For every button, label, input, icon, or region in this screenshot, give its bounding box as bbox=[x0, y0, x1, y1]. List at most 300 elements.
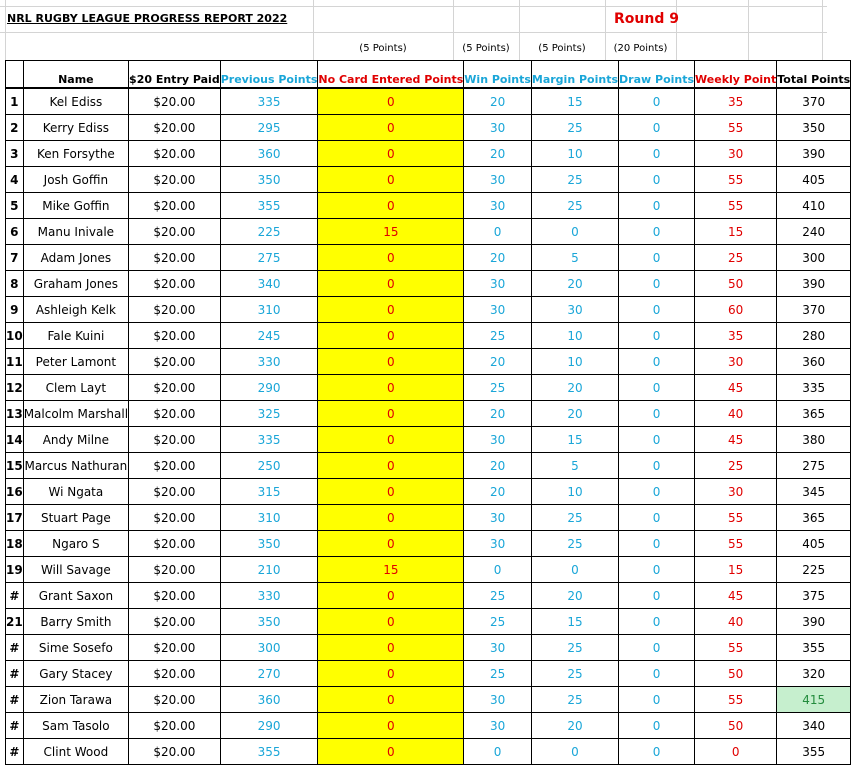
no-card-cell[interactable]: 0 bbox=[318, 271, 464, 297]
draw-points-cell[interactable]: 0 bbox=[619, 323, 695, 349]
player-name-cell[interactable]: Clem Layt bbox=[23, 375, 128, 401]
draw-points-cell[interactable]: 0 bbox=[619, 245, 695, 271]
total-points-cell[interactable]: 405 bbox=[777, 167, 851, 193]
weekly-point-cell[interactable]: 50 bbox=[695, 661, 777, 687]
row-number[interactable]: # bbox=[6, 687, 24, 713]
draw-points-cell[interactable]: 0 bbox=[619, 167, 695, 193]
weekly-point-cell[interactable]: 25 bbox=[695, 453, 777, 479]
entry-paid-cell[interactable]: $20.00 bbox=[129, 219, 221, 245]
previous-points-cell[interactable]: 330 bbox=[220, 349, 318, 375]
table-row bbox=[6, 505, 851, 531]
row-number[interactable]: # bbox=[6, 739, 24, 765]
total-points-cell[interactable]: 380 bbox=[777, 427, 851, 453]
total-points-cell[interactable]: 355 bbox=[777, 635, 851, 661]
margin-points-cell[interactable]: 15 bbox=[531, 609, 618, 635]
table-row bbox=[6, 88, 851, 115]
draw-points-cell[interactable]: 0 bbox=[619, 609, 695, 635]
draw-points-cell[interactable]: 0 bbox=[619, 349, 695, 375]
entry-paid-cell[interactable]: $20.00 bbox=[129, 401, 221, 427]
total-points-cell[interactable]: 335 bbox=[777, 375, 851, 401]
weekly-point-cell[interactable]: 55 bbox=[695, 635, 777, 661]
no-card-cell[interactable]: 0 bbox=[318, 635, 464, 661]
total-points-cell[interactable]: 350 bbox=[777, 115, 851, 141]
margin-points-cell[interactable]: 25 bbox=[531, 661, 618, 687]
win-points-cell[interactable]: 30 bbox=[464, 427, 532, 453]
margin-points-cell[interactable]: 25 bbox=[531, 531, 618, 557]
win-points-cell[interactable]: 20 bbox=[464, 141, 532, 167]
no-card-cell[interactable]: 0 bbox=[318, 88, 464, 115]
entry-paid-cell[interactable]: $20.00 bbox=[129, 88, 221, 115]
weekly-point-cell[interactable]: 55 bbox=[695, 687, 777, 713]
previous-points-cell[interactable]: 315 bbox=[220, 479, 318, 505]
weekly-point-cell[interactable]: 45 bbox=[695, 583, 777, 609]
total-points-cell[interactable]: 365 bbox=[777, 401, 851, 427]
weekly-point-cell[interactable]: 55 bbox=[695, 505, 777, 531]
margin-points-cell[interactable]: 10 bbox=[531, 479, 618, 505]
draw-points-header: Draw Points bbox=[619, 61, 695, 89]
win-points-cell[interactable]: 20 bbox=[464, 245, 532, 271]
no-card-points-note: (5 Points) bbox=[359, 43, 407, 54]
previous-points-cell[interactable]: 210 bbox=[220, 557, 318, 583]
entry-paid-cell[interactable]: $20.00 bbox=[129, 531, 221, 557]
no-card-cell[interactable]: 0 bbox=[318, 297, 464, 323]
previous-points-cell[interactable]: 290 bbox=[220, 375, 318, 401]
no-card-cell[interactable]: 15 bbox=[318, 219, 464, 245]
player-name-cell[interactable]: Andy Milne bbox=[23, 427, 128, 453]
gridline bbox=[0, 32, 827, 33]
margin-points-cell[interactable]: 10 bbox=[531, 349, 618, 375]
weekly-point-cell[interactable]: 60 bbox=[695, 297, 777, 323]
draw-points-cell[interactable]: 0 bbox=[619, 141, 695, 167]
no-card-cell[interactable]: 0 bbox=[318, 401, 464, 427]
total-points-cell[interactable]: 370 bbox=[777, 297, 851, 323]
draw-points-cell[interactable]: 0 bbox=[619, 557, 695, 583]
row-number[interactable]: 11 bbox=[6, 349, 24, 375]
previous-points-cell[interactable]: 250 bbox=[220, 453, 318, 479]
row-number[interactable]: 9 bbox=[6, 297, 24, 323]
win-points-cell[interactable]: 30 bbox=[464, 531, 532, 557]
progress-table bbox=[5, 60, 851, 765]
player-name-cell[interactable]: Ngaro S bbox=[23, 531, 128, 557]
margin-points-cell[interactable]: 5 bbox=[531, 453, 618, 479]
previous-points-cell[interactable]: 300 bbox=[220, 635, 318, 661]
total-points-cell[interactable]: 320 bbox=[777, 661, 851, 687]
table-row bbox=[6, 687, 851, 713]
row-number[interactable]: 10 bbox=[6, 323, 24, 349]
total-points-cell[interactable]: 390 bbox=[777, 141, 851, 167]
previous-points-cell[interactable]: 270 bbox=[220, 661, 318, 687]
entry-paid-cell[interactable]: $20.00 bbox=[129, 479, 221, 505]
weekly-point-cell[interactable]: 40 bbox=[695, 401, 777, 427]
previous-points-cell[interactable]: 355 bbox=[220, 739, 318, 765]
player-name-cell[interactable]: Kerry Ediss bbox=[23, 115, 128, 141]
no-card-cell[interactable]: 0 bbox=[318, 245, 464, 271]
weekly-point-cell[interactable]: 55 bbox=[695, 167, 777, 193]
row-number[interactable]: 15 bbox=[6, 453, 24, 479]
row-number[interactable]: 16 bbox=[6, 479, 24, 505]
previous-points-cell[interactable]: 310 bbox=[220, 297, 318, 323]
row-number[interactable]: # bbox=[6, 635, 24, 661]
player-name-cell[interactable]: Stuart Page bbox=[23, 505, 128, 531]
win-points-cell[interactable]: 30 bbox=[464, 713, 532, 739]
margin-points-cell[interactable]: 25 bbox=[531, 635, 618, 661]
margin-points-cell[interactable]: 30 bbox=[531, 297, 618, 323]
margin-points-cell[interactable]: 0 bbox=[531, 557, 618, 583]
no-card-cell[interactable]: 0 bbox=[318, 193, 464, 219]
entry-paid-cell[interactable]: $20.00 bbox=[129, 583, 221, 609]
entry-paid-cell[interactable]: $20.00 bbox=[129, 193, 221, 219]
player-name-cell[interactable]: Adam Jones bbox=[23, 245, 128, 271]
table-row bbox=[6, 271, 851, 297]
total-points-cell[interactable]: 280 bbox=[777, 323, 851, 349]
win-points-cell[interactable]: 30 bbox=[464, 167, 532, 193]
win-points-cell[interactable]: 30 bbox=[464, 687, 532, 713]
margin-points-cell[interactable]: 25 bbox=[531, 115, 618, 141]
draw-points-cell[interactable]: 0 bbox=[619, 583, 695, 609]
previous-points-cell[interactable]: 325 bbox=[220, 401, 318, 427]
margin-points-cell[interactable]: 20 bbox=[531, 713, 618, 739]
weekly-point-cell[interactable]: 40 bbox=[695, 609, 777, 635]
player-name-cell[interactable]: Manu Inivale bbox=[23, 219, 128, 245]
win-points-cell[interactable]: 20 bbox=[464, 88, 532, 115]
entry-paid-cell[interactable]: $20.00 bbox=[129, 635, 221, 661]
no-card-cell[interactable]: 0 bbox=[318, 531, 464, 557]
entry-paid-cell[interactable]: $20.00 bbox=[129, 609, 221, 635]
player-name-cell[interactable]: Ken Forsythe bbox=[23, 141, 128, 167]
table-row bbox=[6, 297, 851, 323]
weekly-point-cell[interactable]: 55 bbox=[695, 531, 777, 557]
weekly-point-cell[interactable]: 35 bbox=[695, 323, 777, 349]
no-card-header: No Card Entered Points bbox=[318, 61, 464, 89]
entry-paid-cell[interactable]: $20.00 bbox=[129, 687, 221, 713]
weekly-point-cell[interactable]: 25 bbox=[695, 245, 777, 271]
previous-points-cell[interactable]: 290 bbox=[220, 713, 318, 739]
win-points-cell[interactable]: 30 bbox=[464, 271, 532, 297]
player-name-cell[interactable]: Josh Goffin bbox=[23, 167, 128, 193]
win-points-cell[interactable]: 30 bbox=[464, 635, 532, 661]
no-card-cell[interactable]: 0 bbox=[318, 453, 464, 479]
player-name-cell[interactable]: Zion Tarawa bbox=[23, 687, 128, 713]
entry-paid-cell[interactable]: $20.00 bbox=[129, 349, 221, 375]
row-number[interactable]: 8 bbox=[6, 271, 24, 297]
entry-paid-cell[interactable]: $20.00 bbox=[129, 167, 221, 193]
weekly-point-cell[interactable]: 0 bbox=[695, 739, 777, 765]
win-points-cell[interactable]: 25 bbox=[464, 609, 532, 635]
draw-points-cell[interactable]: 0 bbox=[619, 427, 695, 453]
no-card-cell[interactable]: 0 bbox=[318, 115, 464, 141]
margin-points-cell[interactable]: 0 bbox=[531, 219, 618, 245]
previous-points-cell[interactable]: 225 bbox=[220, 219, 318, 245]
total-points-cell[interactable]: 390 bbox=[777, 271, 851, 297]
draw-points-cell[interactable]: 0 bbox=[619, 375, 695, 401]
table-row bbox=[6, 401, 851, 427]
row-number[interactable]: 4 bbox=[6, 167, 24, 193]
weekly-point-cell[interactable]: 50 bbox=[695, 713, 777, 739]
no-card-cell[interactable]: 0 bbox=[318, 167, 464, 193]
no-card-cell[interactable]: 0 bbox=[318, 141, 464, 167]
player-name-cell[interactable]: Peter Lamont bbox=[23, 349, 128, 375]
win-points-cell[interactable]: 20 bbox=[464, 479, 532, 505]
previous-points-cell[interactable]: 245 bbox=[220, 323, 318, 349]
previous-points-cell[interactable]: 340 bbox=[220, 271, 318, 297]
entry-paid-cell[interactable]: $20.00 bbox=[129, 297, 221, 323]
win-points-cell[interactable]: 25 bbox=[464, 323, 532, 349]
margin-points-cell[interactable]: 10 bbox=[531, 323, 618, 349]
no-card-cell[interactable]: 0 bbox=[318, 323, 464, 349]
win-points-cell[interactable]: 20 bbox=[464, 349, 532, 375]
gridline bbox=[676, 0, 677, 60]
player-name-cell[interactable]: Fale Kuini bbox=[23, 323, 128, 349]
total-points-cell[interactable]: 390 bbox=[777, 609, 851, 635]
no-card-cell[interactable]: 0 bbox=[318, 375, 464, 401]
margin-points-cell[interactable]: 20 bbox=[531, 401, 618, 427]
previous-points-cell[interactable]: 360 bbox=[220, 687, 318, 713]
entry-paid-cell[interactable]: $20.00 bbox=[129, 427, 221, 453]
margin-points-cell[interactable]: 15 bbox=[531, 88, 618, 115]
row-number[interactable]: 5 bbox=[6, 193, 24, 219]
win-points-cell[interactable]: 0 bbox=[464, 739, 532, 765]
entry-paid-cell[interactable]: $20.00 bbox=[129, 739, 221, 765]
row-number[interactable]: 7 bbox=[6, 245, 24, 271]
previous-points-header: Previous Points bbox=[220, 61, 318, 89]
previous-points-cell[interactable]: 350 bbox=[220, 167, 318, 193]
no-card-cell[interactable]: 0 bbox=[318, 505, 464, 531]
total-points-cell[interactable]: 405 bbox=[777, 531, 851, 557]
weekly-point-cell[interactable]: 30 bbox=[695, 479, 777, 505]
entry-paid-cell[interactable]: $20.00 bbox=[129, 323, 221, 349]
table-row bbox=[6, 427, 851, 453]
total-points-cell[interactable]: 225 bbox=[777, 557, 851, 583]
previous-points-cell[interactable]: 330 bbox=[220, 583, 318, 609]
gridline bbox=[0, 6, 827, 7]
weekly-point-cell[interactable]: 35 bbox=[695, 88, 777, 115]
draw-points-cell[interactable]: 0 bbox=[619, 479, 695, 505]
previous-points-cell[interactable]: 350 bbox=[220, 531, 318, 557]
total-points-cell[interactable]: 410 bbox=[777, 193, 851, 219]
entry-paid-cell[interactable]: $20.00 bbox=[129, 141, 221, 167]
entry-paid-cell[interactable]: $20.00 bbox=[129, 557, 221, 583]
margin-points-cell[interactable]: 25 bbox=[531, 505, 618, 531]
win-points-cell[interactable]: 25 bbox=[464, 583, 532, 609]
row-number-header bbox=[6, 61, 24, 89]
win-points-cell[interactable]: 20 bbox=[464, 401, 532, 427]
previous-points-cell[interactable]: 350 bbox=[220, 609, 318, 635]
total-points-cell[interactable]: 345 bbox=[777, 479, 851, 505]
no-card-cell[interactable]: 0 bbox=[318, 427, 464, 453]
margin-points-cell[interactable]: 25 bbox=[531, 167, 618, 193]
player-name-cell[interactable]: Marcus Nathuran bbox=[23, 453, 128, 479]
table-row bbox=[6, 531, 851, 557]
draw-points-cell[interactable]: 0 bbox=[619, 661, 695, 687]
total-points-cell[interactable]: 300 bbox=[777, 245, 851, 271]
table-row bbox=[6, 479, 851, 505]
weekly-point-cell[interactable]: 50 bbox=[695, 271, 777, 297]
weekly-point-cell[interactable]: 30 bbox=[695, 141, 777, 167]
draw-points-cell[interactable]: 0 bbox=[619, 687, 695, 713]
total-points-cell[interactable]: 365 bbox=[777, 505, 851, 531]
no-card-cell[interactable]: 0 bbox=[318, 713, 464, 739]
margin-points-cell[interactable]: 5 bbox=[531, 245, 618, 271]
win-points-cell[interactable]: 30 bbox=[464, 297, 532, 323]
gridline bbox=[822, 0, 823, 60]
no-card-cell[interactable]: 0 bbox=[318, 583, 464, 609]
win-points-header: Win Points bbox=[464, 61, 532, 89]
win-points-note: (5 Points) bbox=[462, 43, 510, 54]
win-points-cell[interactable]: 0 bbox=[464, 557, 532, 583]
row-number[interactable]: 21 bbox=[6, 609, 24, 635]
row-number[interactable]: 1 bbox=[6, 88, 24, 115]
total-points-cell[interactable]: 355 bbox=[777, 739, 851, 765]
table-row bbox=[6, 193, 851, 219]
previous-points-cell[interactable]: 335 bbox=[220, 88, 318, 115]
draw-points-cell[interactable]: 0 bbox=[619, 635, 695, 661]
table-row bbox=[6, 167, 851, 193]
name-header: Name bbox=[23, 61, 128, 89]
margin-points-cell[interactable]: 25 bbox=[531, 193, 618, 219]
entry-paid-cell[interactable]: $20.00 bbox=[129, 115, 221, 141]
entry-paid-cell[interactable]: $20.00 bbox=[129, 453, 221, 479]
win-points-cell[interactable]: 0 bbox=[464, 219, 532, 245]
previous-points-cell[interactable]: 275 bbox=[220, 245, 318, 271]
player-name-cell[interactable]: Grant Saxon bbox=[23, 583, 128, 609]
table-row bbox=[6, 739, 851, 765]
entry-paid-cell[interactable]: $20.00 bbox=[129, 505, 221, 531]
table-row bbox=[6, 141, 851, 167]
player-name-cell[interactable]: Sam Tasolo bbox=[23, 713, 128, 739]
entry-paid-cell[interactable]: $20.00 bbox=[129, 375, 221, 401]
weekly-point-cell[interactable]: 55 bbox=[695, 115, 777, 141]
table-row bbox=[6, 661, 851, 687]
draw-points-cell[interactable]: 0 bbox=[619, 739, 695, 765]
row-number[interactable]: 18 bbox=[6, 531, 24, 557]
row-number[interactable]: 17 bbox=[6, 505, 24, 531]
table-row bbox=[6, 323, 851, 349]
row-number[interactable]: # bbox=[6, 583, 24, 609]
row-number[interactable]: 6 bbox=[6, 219, 24, 245]
total-points-cell[interactable]: 370 bbox=[777, 88, 851, 115]
margin-points-cell[interactable]: 20 bbox=[531, 271, 618, 297]
round-label: Round 9 bbox=[614, 11, 679, 27]
player-name-cell[interactable]: Mike Goffin bbox=[23, 193, 128, 219]
margin-points-cell[interactable]: 20 bbox=[531, 583, 618, 609]
gridline bbox=[748, 0, 749, 60]
weekly-point-cell[interactable]: 45 bbox=[695, 375, 777, 401]
draw-points-note: (20 Points) bbox=[613, 43, 668, 54]
weekly-point-cell[interactable]: 15 bbox=[695, 557, 777, 583]
no-card-cell[interactable]: 0 bbox=[318, 661, 464, 687]
player-name-cell[interactable]: Gary Stacey bbox=[23, 661, 128, 687]
draw-points-cell[interactable]: 0 bbox=[619, 193, 695, 219]
margin-points-cell[interactable]: 10 bbox=[531, 141, 618, 167]
player-name-cell[interactable]: Ashleigh Kelk bbox=[23, 297, 128, 323]
table-row bbox=[6, 713, 851, 739]
player-name-cell[interactable]: Will Savage bbox=[23, 557, 128, 583]
player-name-cell[interactable]: Sime Sosefo bbox=[23, 635, 128, 661]
draw-points-cell[interactable]: 0 bbox=[619, 271, 695, 297]
player-name-cell[interactable]: Barry Smith bbox=[23, 609, 128, 635]
entry-paid-cell[interactable]: $20.00 bbox=[129, 661, 221, 687]
margin-points-cell[interactable]: 25 bbox=[531, 687, 618, 713]
total-points-cell[interactable]: 240 bbox=[777, 219, 851, 245]
row-number[interactable]: 2 bbox=[6, 115, 24, 141]
player-name-cell[interactable]: Malcolm Marshall bbox=[23, 401, 128, 427]
row-number[interactable]: 14 bbox=[6, 427, 24, 453]
previous-points-cell[interactable]: 335 bbox=[220, 427, 318, 453]
no-card-cell[interactable]: 0 bbox=[318, 479, 464, 505]
no-card-cell[interactable]: 0 bbox=[318, 739, 464, 765]
total-points-cell[interactable]: 340 bbox=[777, 713, 851, 739]
draw-points-cell[interactable]: 0 bbox=[619, 531, 695, 557]
row-number[interactable]: # bbox=[6, 661, 24, 687]
no-card-cell[interactable]: 15 bbox=[318, 557, 464, 583]
draw-points-cell[interactable]: 0 bbox=[619, 297, 695, 323]
previous-points-cell[interactable]: 295 bbox=[220, 115, 318, 141]
win-points-cell[interactable]: 30 bbox=[464, 193, 532, 219]
table-row bbox=[6, 453, 851, 479]
margin-points-cell[interactable]: 20 bbox=[531, 375, 618, 401]
row-number[interactable]: 12 bbox=[6, 375, 24, 401]
report-title: NRL RUGBY LEAGUE PROGRESS REPORT 2022 bbox=[7, 12, 288, 25]
table-row bbox=[6, 583, 851, 609]
row-number[interactable]: 3 bbox=[6, 141, 24, 167]
win-points-cell[interactable]: 30 bbox=[464, 115, 532, 141]
table-row bbox=[6, 609, 851, 635]
draw-points-cell[interactable]: 0 bbox=[619, 401, 695, 427]
margin-points-note: (5 Points) bbox=[538, 43, 586, 54]
draw-points-cell[interactable]: 0 bbox=[619, 453, 695, 479]
draw-points-cell[interactable]: 0 bbox=[619, 219, 695, 245]
weekly-point-cell[interactable]: 30 bbox=[695, 349, 777, 375]
no-card-cell[interactable]: 0 bbox=[318, 687, 464, 713]
total-points-cell[interactable]: 375 bbox=[777, 583, 851, 609]
row-number[interactable]: 19 bbox=[6, 557, 24, 583]
row-number[interactable]: 13 bbox=[6, 401, 24, 427]
total-points-cell[interactable]: 275 bbox=[777, 453, 851, 479]
player-name-cell[interactable]: Clint Wood bbox=[23, 739, 128, 765]
draw-points-cell[interactable]: 0 bbox=[619, 88, 695, 115]
total-points-header: Total Points bbox=[777, 61, 851, 89]
draw-points-cell[interactable]: 0 bbox=[619, 115, 695, 141]
draw-points-cell[interactable]: 0 bbox=[619, 713, 695, 739]
win-points-cell[interactable]: 30 bbox=[464, 505, 532, 531]
total-points-cell[interactable]: 415 bbox=[777, 687, 851, 713]
win-points-cell[interactable]: 25 bbox=[464, 375, 532, 401]
previous-points-cell[interactable]: 360 bbox=[220, 141, 318, 167]
weekly-point-cell[interactable]: 45 bbox=[695, 427, 777, 453]
entry-paid-cell[interactable]: $20.00 bbox=[129, 271, 221, 297]
draw-points-cell[interactable]: 0 bbox=[619, 505, 695, 531]
table-row bbox=[6, 635, 851, 661]
weekly-point-cell[interactable]: 55 bbox=[695, 193, 777, 219]
margin-points-cell[interactable]: 0 bbox=[531, 739, 618, 765]
weekly-point-header: Weekly Point bbox=[695, 61, 777, 89]
weekly-point-cell[interactable]: 15 bbox=[695, 219, 777, 245]
entry-paid-cell[interactable]: $20.00 bbox=[129, 713, 221, 739]
entry-paid-cell[interactable]: $20.00 bbox=[129, 245, 221, 271]
player-name-cell[interactable]: Graham Jones bbox=[23, 271, 128, 297]
margin-points-cell[interactable]: 15 bbox=[531, 427, 618, 453]
row-number[interactable]: # bbox=[6, 713, 24, 739]
previous-points-cell[interactable]: 355 bbox=[220, 193, 318, 219]
total-points-cell[interactable]: 360 bbox=[777, 349, 851, 375]
player-name-cell[interactable]: Wi Ngata bbox=[23, 479, 128, 505]
player-name-cell[interactable]: Kel Ediss bbox=[23, 88, 128, 115]
no-card-cell[interactable]: 0 bbox=[318, 609, 464, 635]
previous-points-cell[interactable]: 310 bbox=[220, 505, 318, 531]
win-points-cell[interactable]: 20 bbox=[464, 453, 532, 479]
win-points-cell[interactable]: 25 bbox=[464, 661, 532, 687]
no-card-cell[interactable]: 0 bbox=[318, 349, 464, 375]
